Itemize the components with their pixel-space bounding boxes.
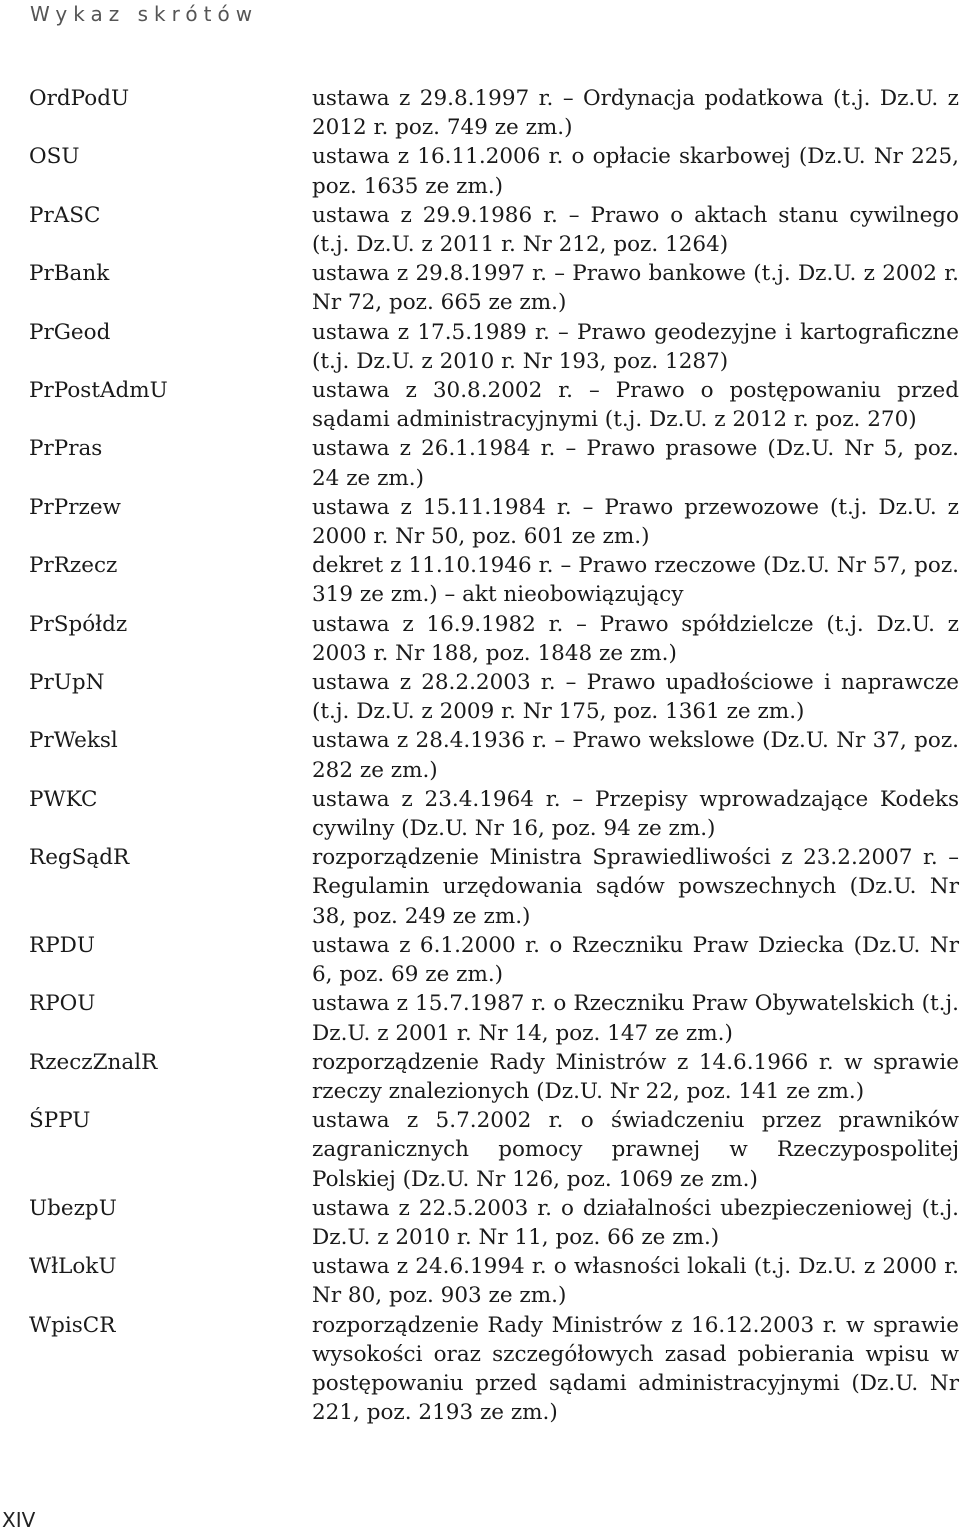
abbreviation-term: OSU (29, 144, 80, 170)
abbreviation-term: OrdPodU (29, 86, 130, 111)
abbreviation-entry (0, 989, 960, 1047)
abbreviation-entry (0, 843, 960, 931)
page-header: Wykaz skrótów (30, 2, 259, 26)
abbreviation-entry (0, 259, 960, 317)
abbreviation-entry (0, 142, 960, 200)
abbreviation-entry (0, 668, 960, 726)
abbreviation-definition: ustawa z 29.8.1997 r. – Prawo bankowe (t.j. Dz.U. z 2002 r. Nr 72, poz. 665 ze zm.) (312, 261, 959, 316)
abbreviation-term: WpisCR (29, 1312, 116, 1338)
abbreviations-list (0, 84, 960, 1427)
abbreviation-definition: ustawa z 29.9.1986 r. – Prawo o aktach stanu cywilnego (t.j. Dz.U. z 2011 r. Nr 212, poz. 1264) (312, 202, 959, 258)
abbreviation-definition: ustawa z 22.5.2003 r. o działalności ubezpieczeniowej (t.j. Dz.U. z 2010 r. Nr 11, poz. 66 ze zm.) (312, 1195, 959, 1250)
abbreviation-entry (0, 318, 960, 376)
abbreviation-term: RegSądR (29, 845, 130, 871)
abbreviation-term: PrRzecz (29, 553, 118, 579)
abbreviation-entry (0, 1311, 960, 1428)
abbreviation-definition: dekret z 11.10.1946 r. – Prawo rzeczowe (Dz.U. Nr 57, poz. 319 ze zm.) – akt nieobowiązujący (312, 553, 959, 608)
abbreviation-definition: ustawa z 29.8.1997 r. – Ordynacja podatkowa (t.j. Dz.U. z 2012 r. poz. 749 ze zm.) (312, 86, 959, 141)
abbreviation-term: RPDU (29, 932, 96, 958)
abbreviation-definition: ustawa z 6.1.2000 r. o Rzeczniku Praw Dziecka (Dz.U. Nr 6, poz. 69 ze zm.) (312, 932, 959, 988)
abbreviation-entry (0, 785, 960, 843)
abbreviation-definition: rozporządzenie Ministra Sprawiedliwości z 23.2.2007 r. – Regulamin urzędowania sądów powszechnych (Dz.U. Nr 38, poz. 249 ze zm.) (312, 845, 959, 929)
abbreviation-definition: ustawa z 15.7.1987 r. o Rzeczniku Praw Obywatelskich (t.j. Dz.U. z 2001 r. Nr 14, poz. 147 ze zm.) (312, 991, 959, 1046)
abbreviation-term: UbezpU (29, 1195, 117, 1221)
abbreviation-entry (0, 493, 960, 551)
abbreviation-term: PrWeksl (29, 728, 118, 754)
abbreviation-term: PrBank (29, 261, 110, 287)
abbreviation-entry (0, 1252, 960, 1310)
abbreviation-definition: ustawa z 28.4.1936 r. – Prawo wekslowe (Dz.U. Nr 37, poz. 282 ze zm.) (312, 728, 959, 783)
abbreviation-entry (0, 610, 960, 668)
abbreviation-entry (0, 1048, 960, 1106)
abbreviation-entry (0, 726, 960, 784)
abbreviation-term: PrPras (29, 436, 103, 462)
abbreviation-term: WłLokU (29, 1254, 117, 1280)
abbreviation-definition: ustawa z 5.7.2002 r. o świadczeniu przez prawników zagranicznych pomocy prawnej w Rzeczypospolitej Polskiej (Dz.U. Nr 126, poz. 1069 ze zm.) (312, 1108, 959, 1192)
abbreviation-entry (0, 1194, 960, 1252)
abbreviation-definition: ustawa z 17.5.1989 r. – Prawo geodezyjne i kartograficzne (t.j. Dz.U. z 2010 r. Nr 193, poz. 1287) (312, 319, 959, 374)
abbreviation-term: RPOU (29, 991, 96, 1017)
abbreviation-definition: rozporządzenie Rady Ministrów z 14.6.1966 r. w sprawie rzeczy znalezionych (Dz.U. Nr 22, poz. 141 ze zm.) (312, 1049, 959, 1104)
abbreviation-definition: rozporządzenie Rady Ministrów z 16.12.2003 r. w sprawie wysokości oraz szczegółowych zasad pobierania wpisu w postępowaniu przed sądami administracyjnymi (Dz.U. Nr 221, poz. 2193 ze zm.) (312, 1312, 959, 1426)
abbreviation-entry (0, 1106, 960, 1194)
abbreviation-term: PrSpółdz (29, 611, 128, 637)
page-number: XIV (2, 1508, 36, 1532)
abbreviation-term: PrGeod (29, 319, 111, 345)
abbreviation-definition: ustawa z 15.11.1984 r. – Prawo przewozowe (t.j. Dz.U. z 2000 r. Nr 50, poz. 601 ze zm.) (312, 494, 959, 550)
abbreviation-entry (0, 201, 960, 259)
abbreviation-entry (0, 931, 960, 989)
abbreviation-term: RzeczZnalR (29, 1049, 158, 1075)
abbreviation-term: PrPrzew (29, 494, 121, 520)
abbreviation-entry (0, 551, 960, 609)
abbreviation-term: PrASC (29, 202, 101, 228)
abbreviation-term: PrPostAdmU (29, 378, 168, 404)
abbreviation-term: PrUpN (29, 670, 105, 696)
abbreviation-entry (0, 434, 960, 492)
abbreviation-entry (0, 376, 960, 434)
abbreviation-definition: ustawa z 26.1.1984 r. – Prawo prasowe (Dz.U. Nr 5, poz. 24 ze zm.) (312, 436, 959, 491)
abbreviation-definition: ustawa z 16.9.1982 r. – Prawo spółdzielcze (t.j. Dz.U. z 2003 r. Nr 188, poz. 1848 ze zm.) (312, 611, 959, 666)
abbreviation-definition: ustawa z 28.2.2003 r. – Prawo upadłościowe i naprawcze (t.j. Dz.U. z 2009 r. Nr 175, poz. 1361 ze zm.) (312, 670, 959, 725)
abbreviation-term: ŚPPU (29, 1108, 91, 1134)
abbreviation-definition: ustawa z 16.11.2006 r. o opłacie skarbowej (Dz.U. Nr 225, poz. 1635 ze zm.) (312, 144, 959, 199)
abbreviation-definition: ustawa z 30.8.2002 r. – Prawo o postępowaniu przed sądami administracyjnymi (t.j. Dz.U. z 2012 r. poz. 270) (312, 378, 959, 433)
abbreviation-entry (0, 84, 960, 142)
abbreviation-definition: ustawa z 23.4.1964 r. – Przepisy wprowadzające Kodeks cywilny (Dz.U. Nr 16, poz. 94 ze zm.) (312, 786, 959, 842)
abbreviation-definition: ustawa z 24.6.1994 r. o własności lokali (t.j. Dz.U. z 2000 r. Nr 80, poz. 903 ze zm.) (312, 1254, 959, 1309)
abbreviation-term: PWKC (29, 786, 98, 812)
